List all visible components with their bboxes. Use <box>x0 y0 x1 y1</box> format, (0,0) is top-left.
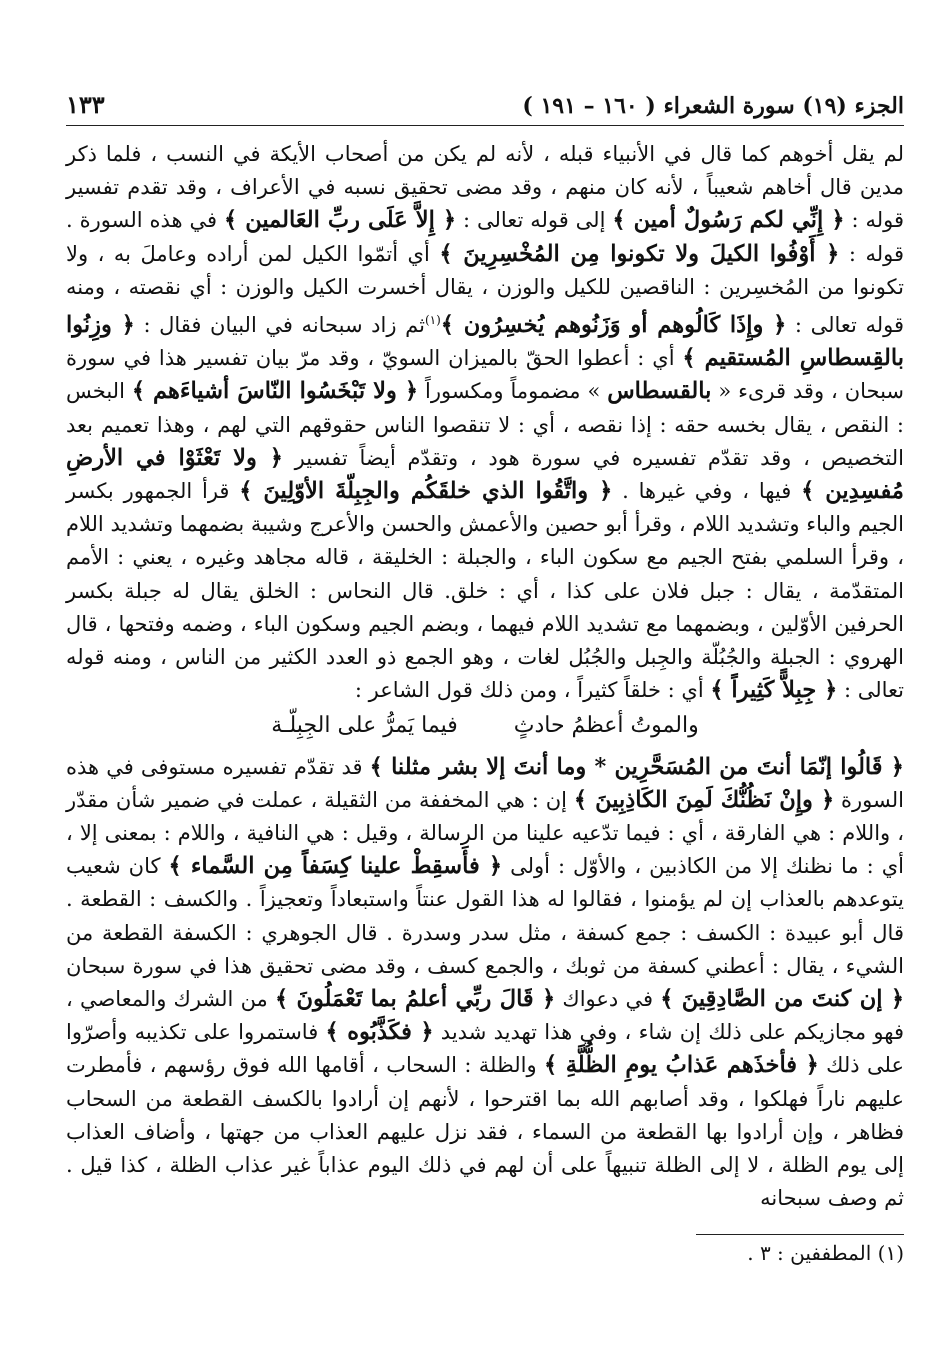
text-segment: فاستمروا على تكذيبه وأصرّوا على ذلك <box>66 1020 904 1078</box>
poetry-verse <box>66 709 904 742</box>
quran-verse: ﴿ أَوْفُوا الكيلَ ولا تكونوا مِن المُخْسِرِينَ ﴾ <box>439 240 840 267</box>
text-segment: أي أتمّوا الكيل لمن أراده وعاملَ به ، ولا تكونوا من المُخسِرين : الناقصين للكيل والوزن ، يقال أخسرت الكيل والوزن : أي نقصته ، ومنه قوله تعالى : <box>66 241 905 338</box>
text-segment: كان شعيب يتوعدهم بالعذاب إن لم يؤمنوا ، فقالوا له هذا القول عنتاً واستبعاداً وتعجيزاً . والكسف : القطعة . قال أبو عبيدة : الكسف : جمع كسفة ، مثل سدر وسدرة . قال الجوهري : الكسفة القطعة من الشيء ، يقال : أعطني كسفة من ثوبك ، والجمع كسف ، وقد مضى تحقيق هذا في سورة سبحان <box>66 854 904 978</box>
quran-verse: ﴿ فكَذَّبُوه ﴾ <box>325 1019 434 1046</box>
running-header <box>66 86 904 126</box>
poetry-hemistich-second: فيما يَمرُّ على الجِبِلّـة <box>271 713 458 739</box>
quran-verse: ﴿ جِبِلاًّ كَثِيراً ﴾ <box>710 677 838 704</box>
quran-verse: ﴿ واتَّقُوا الذي خلقَكُم والجِبِلّةَ الأوّلِينَ ﴾ <box>239 478 613 505</box>
quran-verse: ﴿ إِنِّي لكم رَسُولٌ أمين ﴾ <box>612 207 845 234</box>
quran-verse: ﴿ وإِنْ نَظُنُّكَ لَمِنَ الكَاذِبِينَ ﴾ <box>573 786 835 813</box>
quran-verse: ﴿ وإِذَا كَالُوهم أو وَزَنُوهم يُخسِرُون ﴾ <box>440 312 787 339</box>
text-segment: في دعواك <box>555 987 661 1012</box>
text-segment: قد تقدّم تفسيره مستوفى في هذه السورة <box>66 754 904 812</box>
page <box>66 86 904 1336</box>
text-segment: ثم زاد سبحانه في البيان فقال : <box>134 313 425 338</box>
text-segment: قرأ الجمهور بكسر الجيم والباء وتشديد اللام ، وقرأ أبو حصين والأعمش والحسن والأعرج وشيبة بضمهما وتشديد اللام ، وقرأ السلمي بفتح الجيم مع سكون الباء ، والجبلة : الخليقة ، قاله مجاهد وغيره ، يعني : الأمم المتقدّمة ، يقال : جبل فلان على كذا ، أي : خلق. قال النحاس : الخلق يقال له جبلة بكسر الحرفين الأوّلين ، وبضمهما مع تشديد اللام فيهما ، وبضم الجيم وسكون الباء ، وضمه وفتحها ، قال الهروي : الجبلة والجُبُلّة والجِبل والجُبُل لغات ، وهو الجمع ذو العدد الكثير من الناس ، ومنه قوله تعالى : <box>66 479 904 703</box>
page-number: ١٣٣ <box>66 90 105 119</box>
text-segment: في هذه السورة . قوله : <box>66 208 904 266</box>
footnote-divider <box>696 1234 904 1235</box>
text-segment: لم يقل أخوهم كما قال في الأنبياء قبله ، لأنه لم يكن من أصحاب الأيكة في النسب ، فلما ذكر مدين قال أخاهم شعيباً ، لأنه كان منهم ، وقد مضى تحقيق نسبه في الأعراف ، وقد تقدم تفسير قوله : <box>66 142 905 233</box>
paragraph-1 <box>66 138 904 707</box>
quran-verse: ﴿ وزِنُوا بالقِسطاسِ المُستقيم ﴾ <box>66 312 904 372</box>
paragraph-2 <box>66 751 904 1216</box>
text-segment: والظلة : السحاب ، أقامها الله فوق رؤسهم ، فأمطرت عليهم ناراً فهلكوا ، وقد أصابهم الله بما اقترحوا ، لأنهم إن أرادوا بالكسف القطعة من السحاب فظاهر ، وإن أرادوا بها القطعة من السماء ، فقد نزل عليهم العذاب من جهتها ، وأضاف العذاب إلى يوم الظلة ، لا إلى الظلة تنبيهاً على أن لهم في ذلك اليوم عذاباً غير عذاب الظلة ، كذا قيل . ثم وصف سبحانه <box>66 1053 904 1211</box>
text-segment: أي : أعطوا الحقّ بالميزان السويّ ، وقد مرّ بيان تفسير هذا في سورة سبحان ، وقد قرىء « <box>66 346 905 404</box>
footnote-reference: (١) <box>424 313 441 328</box>
quran-verse: ﴿ قَالَ ربِّي أعلمُ بما تَعْمَلُونَ ﴾ <box>275 986 556 1013</box>
header-title: الجزء (١٩) سورة الشعراء ( ١٦٠ – ١٩١ ) <box>522 93 904 119</box>
quran-verse: ﴿ فأَسقِطْ علينا كِسَفاً مِن السَّماء ﴾ <box>168 853 503 880</box>
text-segment: أي : خلقاً كثيراً ، ومن ذلك قول الشاعر : <box>354 678 711 703</box>
quran-verse: ﴿ قَالُوا إنّمَا أنتَ من المُسَحَّرِين * وما أنتَ إلا بشر مثلنا ﴾ <box>369 753 904 780</box>
quran-verse: بالقسطاس <box>607 378 712 405</box>
text-segment: إلى قوله تعالى : <box>456 208 613 233</box>
text-segment: إن : هي المخففة من الثقيلة ، عملت في ضمير شأن مقدّر ، واللام : هي الفارقة ، أي : فيما تدّعيه علينا من الرسالة ، وقيل : هي النافية ، واللام : بمعنى إلا ، أي : ما نظنك إلا من الكاذبين ، والأوّل : أولى <box>66 787 905 879</box>
text-segment: » مضموماً ومكسوراً <box>418 379 608 404</box>
poetry-hemistich-first: والموتُ أعظمُ حادثٍ <box>513 713 699 739</box>
quran-verse: ﴿ إن كنتَ من الصَّادِقِينَ ﴾ <box>660 986 904 1013</box>
page-body <box>66 138 904 1216</box>
quran-verse: ﴿ ولا تَعْثَوْا في الأرضِ مُفسِدِين ﴾ <box>66 444 904 505</box>
quran-verse: ﴿ فأخذَهم عَذابُ يومِ الظُّلَّةِ ﴾ <box>543 1052 819 1079</box>
footnote: (١) المطففين : ٣ . <box>747 1241 904 1265</box>
text-segment: من الشرك والمعاصي ، فهو مجازيكم على ذلك إن شاء ، وفي هذا تهديد شديد <box>66 987 904 1045</box>
quran-verse: ﴿ ولا تَبْخَسُوا النّاسَ أشياءَهم ﴾ <box>131 378 419 405</box>
text-segment: فيها ، وفي غيرها . <box>612 479 802 504</box>
text-segment: البخس : النقص ، يقال بخسه حقه : إذا نقصه ، أي : لا تنقصوا الناس حقوقهم التي لهم ، وهذا تعميم بعد التخصيص ، وقد تقدّم تفسيره في سورة هود ، وتقدّم أيضاً تفسير <box>66 379 904 470</box>
quran-verse: ﴿ إِلاَّ عَلَى ربِّ العَالمين ﴾ <box>223 207 457 234</box>
